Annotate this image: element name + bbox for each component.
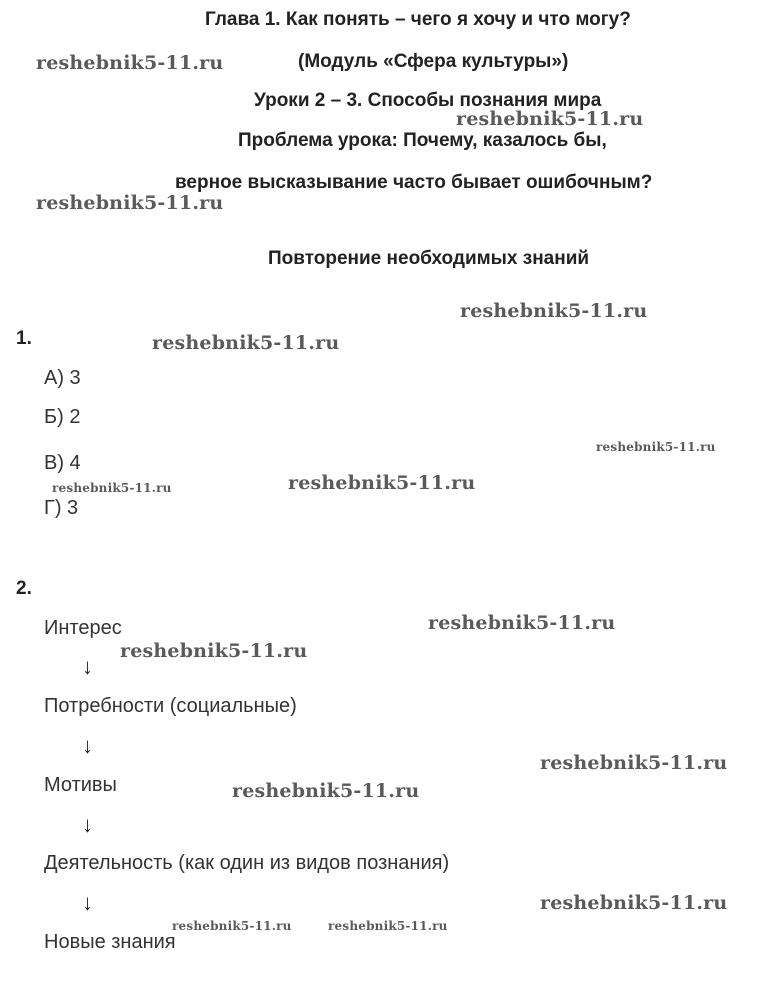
problem-line-1: Проблема урока: Почему, казалось бы,: [238, 130, 607, 151]
task-2-number: 2.: [16, 578, 32, 599]
watermark: reshebnik5-11.ru: [52, 481, 172, 495]
problem-line-2: верное высказывание часто бывает ошибочным?: [175, 172, 653, 193]
flow-step-needs: Потребности (социальные): [44, 695, 297, 717]
watermark: reshebnik5-11.ru: [36, 52, 224, 74]
watermark: reshebnik5-11.ru: [596, 440, 716, 454]
section-heading: Повторение необходимых знаний: [268, 248, 590, 269]
down-arrow-icon: ↓: [82, 654, 93, 679]
down-arrow-icon: ↓: [82, 812, 93, 837]
watermark: reshebnik5-11.ru: [288, 472, 476, 494]
task-1-option-c: В) 4: [44, 452, 81, 474]
watermark: reshebnik5-11.ru: [460, 300, 648, 322]
down-arrow-icon: ↓: [82, 733, 93, 758]
watermark: reshebnik5-11.ru: [540, 892, 728, 914]
watermark: reshebnik5-11.ru: [152, 332, 340, 354]
chapter-title: Глава 1. Как понять – чего я хочу и что могу?: [205, 9, 631, 30]
task-1-option-a: А) 3: [44, 367, 81, 389]
task-1-option-b: Б) 2: [44, 406, 81, 428]
lessons-title: Уроки 2 – 3. Способы познания мира: [254, 90, 602, 111]
watermark: reshebnik5-11.ru: [36, 192, 224, 214]
flow-step-interest: Интерес: [44, 617, 122, 639]
module-subtitle: (Модуль «Сфера культуры»): [298, 51, 569, 72]
flow-step-new-knowledge: Новые знания: [44, 931, 176, 953]
watermark: reshebnik5-11.ru: [232, 780, 420, 802]
task-1-option-d: Г) 3: [44, 497, 79, 519]
watermark: reshebnik5-11.ru: [328, 919, 448, 933]
watermark: reshebnik5-11.ru: [172, 919, 292, 933]
watermark: reshebnik5-11.ru: [456, 108, 644, 130]
watermark: reshebnik5-11.ru: [540, 752, 728, 774]
watermark: reshebnik5-11.ru: [428, 612, 616, 634]
flow-step-activity: Деятельность (как один из видов познания): [44, 852, 450, 874]
watermark: reshebnik5-11.ru: [120, 640, 308, 662]
flow-step-motives: Мотивы: [44, 774, 117, 796]
task-1-number: 1.: [16, 328, 32, 349]
down-arrow-icon: ↓: [82, 890, 93, 915]
